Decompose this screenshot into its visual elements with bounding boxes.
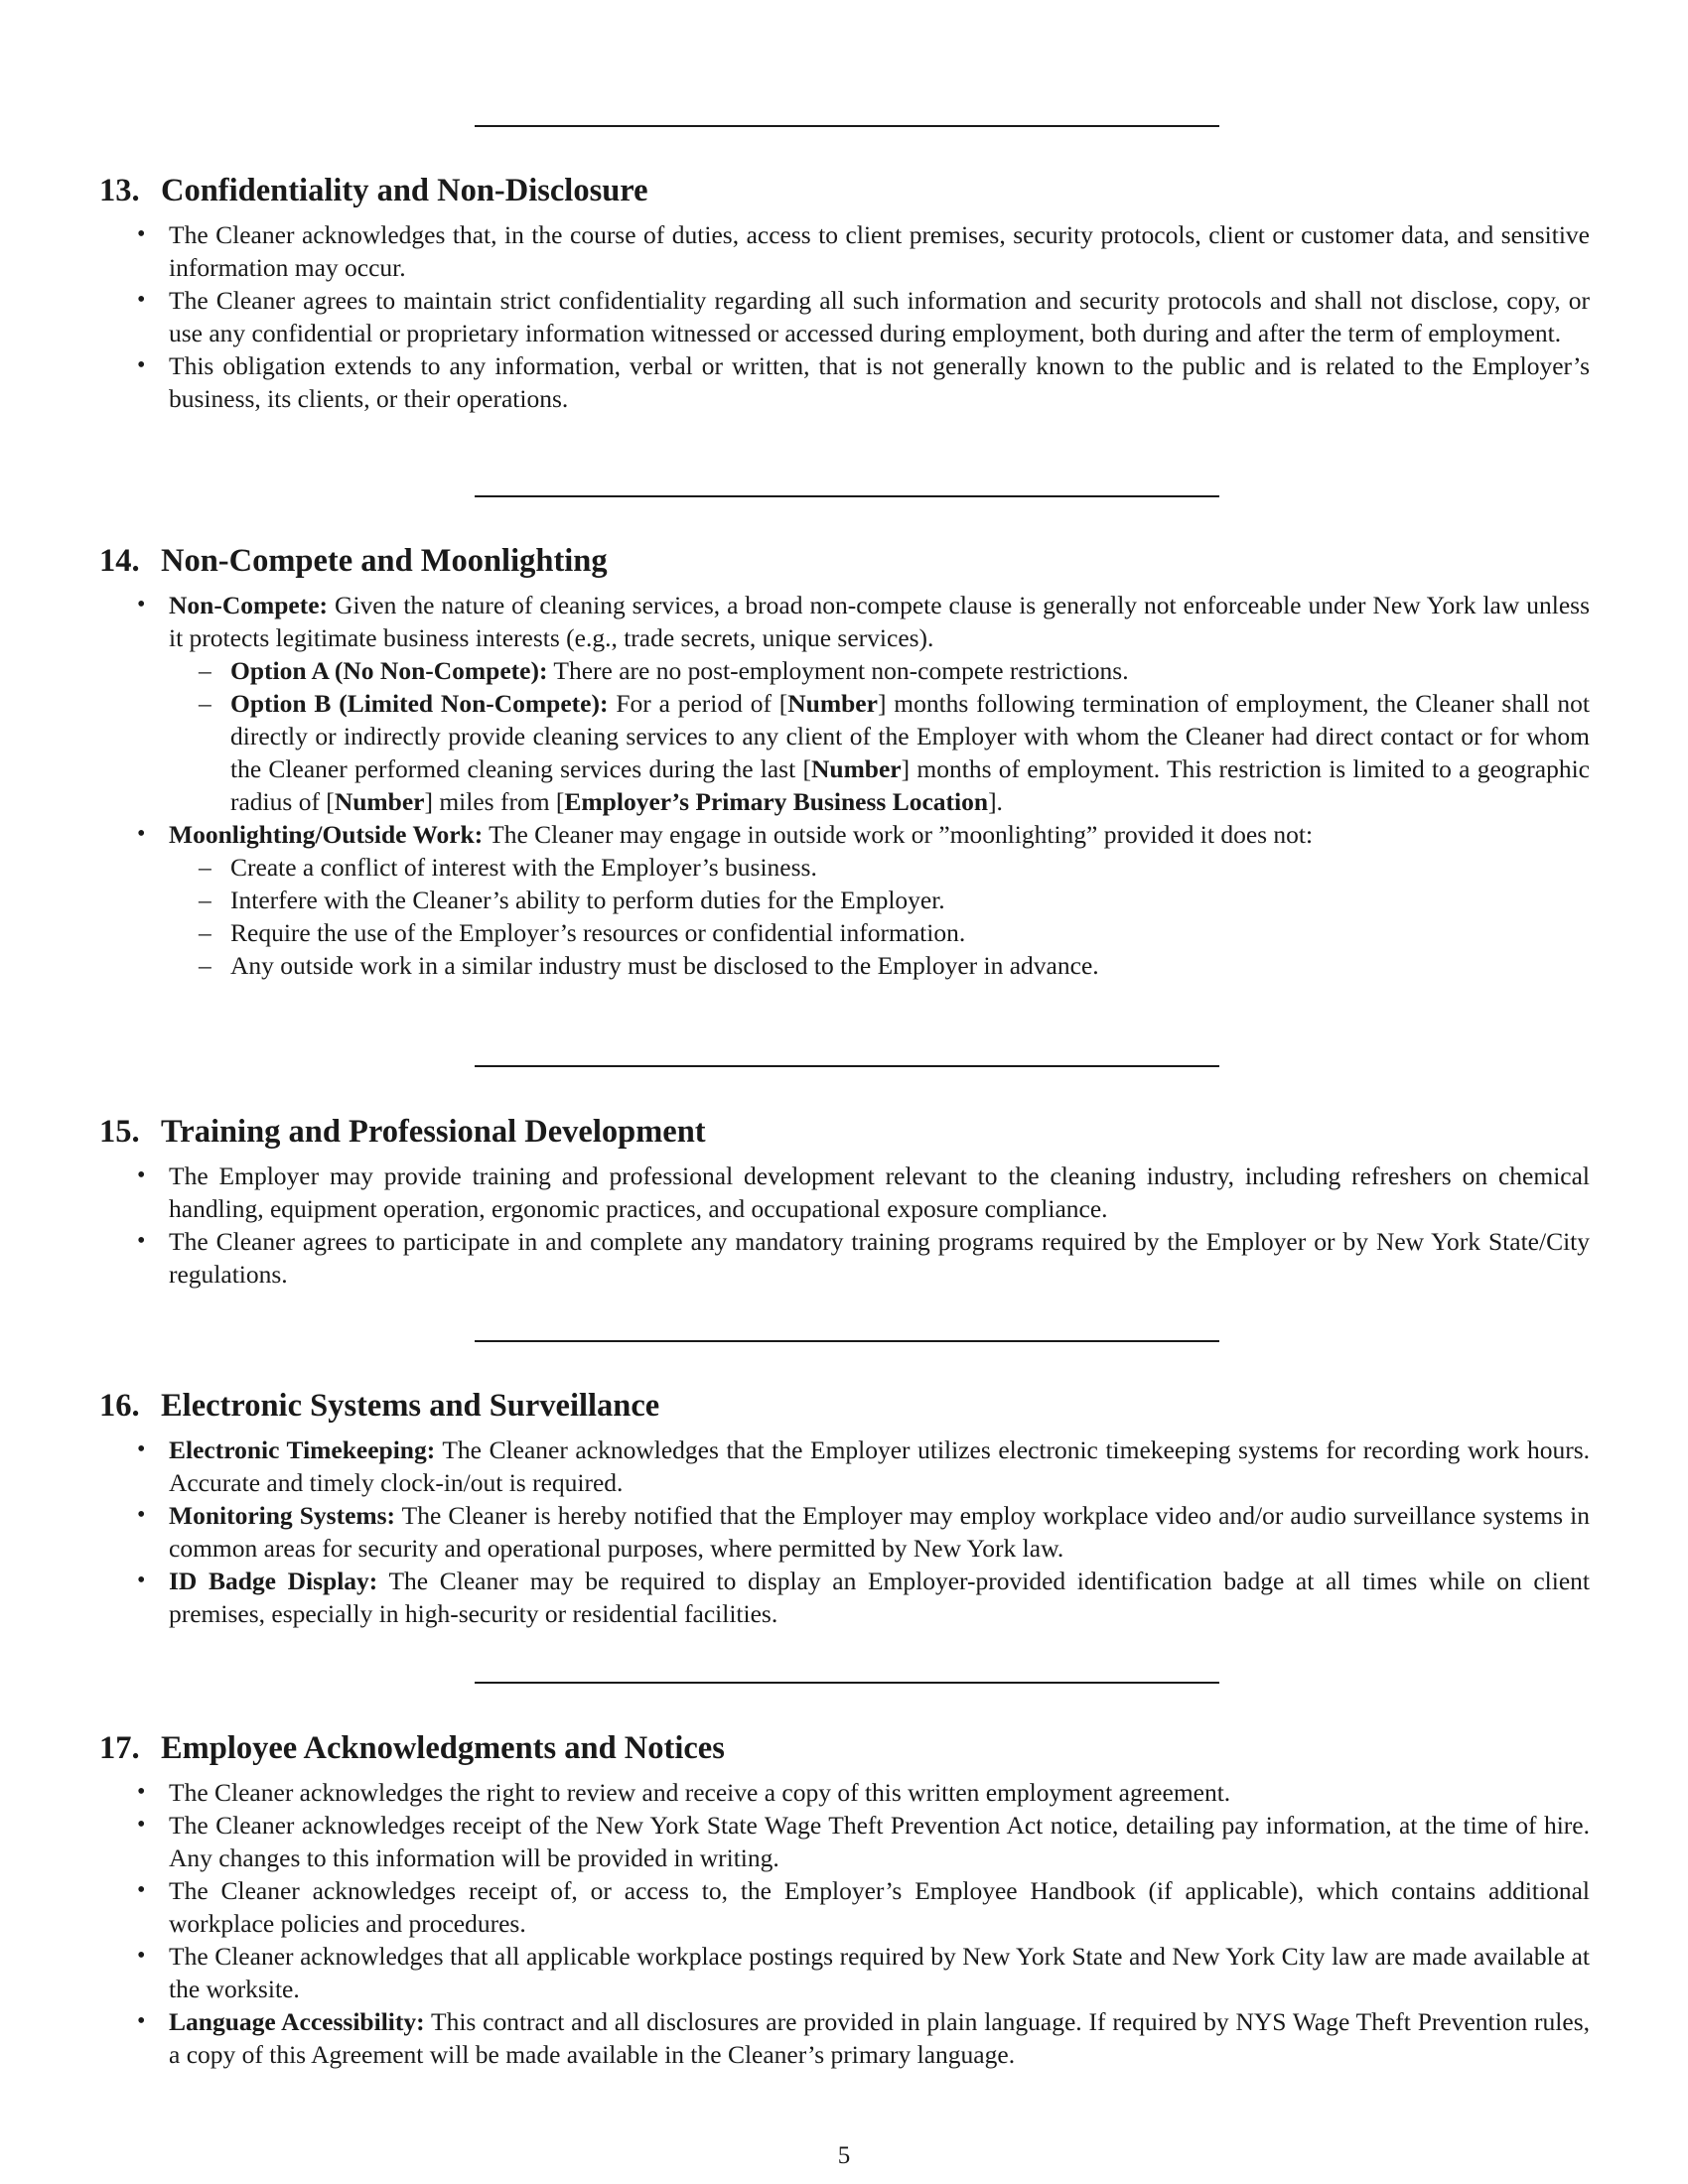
item-text: This contract and all disclosures are provided in plain language. If required by NYS Wage Theft Prevention rules, a copy of this Agreement will be made available in the Cleaner’s primary language. — [169, 2007, 1590, 2069]
list-item: • The Cleaner acknowledges that all applicable workplace postings required by New York State and New York City law are made available at the worksite. — [169, 1940, 1590, 2005]
sub-list-item: – Any outside work in a similar industry must be disclosed to the Employer in advance. — [230, 949, 1590, 982]
bullet-list — [99, 1776, 1589, 2071]
section-heading — [99, 1386, 1589, 1426]
option-text: ]. — [988, 787, 1003, 816]
section-title: Training and Professional Development — [161, 1114, 706, 1150]
sub-list-item: – Create a conflict of interest with the Employer’s business. — [230, 851, 1590, 884]
option-text: There are no post-employment non-compete restrictions. — [547, 656, 1129, 685]
item-label: ID Badge Display: — [169, 1567, 378, 1595]
item-label: Monitoring Systems: — [169, 1501, 396, 1530]
sub-list-item — [230, 687, 1590, 818]
bullet-list — [99, 218, 1589, 415]
section-heading — [99, 171, 1589, 210]
item-text: Given the nature of cleaning services, a broad non-compete clause is generally not enforceable under New York law unless it protects legitimate business interests (e.g., trade secrets, unique services). — [169, 591, 1590, 652]
sub-list — [169, 851, 1590, 982]
item-text: The Cleaner is hereby notified that the Employer may employ workplace video and/or audio surveillance systems in common areas for security and operational purposes, where permitted by New York law. — [169, 1501, 1590, 1563]
list-item: • The Cleaner acknowledges receipt of the New York State Wage Theft Prevention Act notice, detailing pay information, at the time of hire. Any changes to this information will be provided in writing. — [169, 1809, 1590, 1874]
page-number: 5 — [837, 2142, 851, 2169]
item-label: Language Accessibility: — [169, 2007, 425, 2036]
section-number: 15. — [99, 1114, 140, 1150]
list-item: • The Cleaner acknowledges the right to review and receive a copy of this written employment agreement. — [169, 1776, 1590, 1809]
option-text: For a period of [ — [608, 689, 788, 718]
list-item — [169, 1433, 1590, 1499]
item-label: Non-Compete: — [169, 591, 329, 619]
section-title: Confidentiality and Non-Disclosure — [161, 173, 648, 208]
section-title: Non-Compete and Moonlighting — [161, 543, 608, 579]
option-label: Option A (No Non-Compete): — [230, 656, 548, 685]
section-heading — [99, 1728, 1589, 1768]
section-divider — [475, 495, 1219, 497]
bullet-list — [99, 1433, 1589, 1630]
sub-list-item: – Interfere with the Cleaner’s ability to perform duties for the Employer. — [230, 884, 1590, 916]
list-item: • The Cleaner acknowledges that, in the course of duties, access to client premises, security protocols, client or customer data, and sensitive information may occur. — [169, 218, 1590, 284]
option-text: ] months following termination of employment, the Cleaner shall not directly or indirectly provide cleaning services to any client of the Employer with whom the Cleaner had direct contact or for whom the Cleaner performed cleaning services during the last [ — [230, 689, 1591, 783]
item-text: The Cleaner acknowledges that the Employer utilizes electronic timekeeping systems for recording work hours. Accurate and timely clock-in/out is required. — [169, 1435, 1591, 1497]
section-title: Electronic Systems and Surveillance — [161, 1388, 660, 1424]
bullet-list — [99, 1160, 1589, 1291]
placeholder-field: Number — [810, 754, 902, 783]
option-label: Option B (Limited Non-Compete): — [230, 689, 609, 718]
section-heading — [99, 541, 1589, 581]
list-item — [169, 818, 1590, 982]
section-number: 17. — [99, 1730, 140, 1766]
section-number: 16. — [99, 1388, 140, 1424]
list-item — [169, 1499, 1590, 1565]
sub-list — [169, 654, 1590, 818]
section-heading — [99, 1112, 1589, 1152]
list-item: • The Cleaner acknowledges receipt of, or access to, the Employer’s Employee Handbook (if applicable), which contains additional workplace policies and procedures. — [169, 1874, 1590, 1940]
section-divider — [475, 1065, 1219, 1067]
placeholder-field: Number — [334, 787, 425, 816]
item-label: Moonlighting/Outside Work: — [169, 820, 484, 849]
option-text: ] miles from [ — [424, 787, 565, 816]
section-13 — [99, 171, 1589, 415]
section-16 — [99, 1386, 1589, 1630]
list-item: • This obligation extends to any information, verbal or written, that is not generally known to the public and is related to the Employer’s business, its clients, or their operations. — [169, 349, 1590, 415]
section-number: 14. — [99, 543, 140, 579]
section-17 — [99, 1728, 1589, 2071]
option-text: ] months of employment. This restriction is limited to a geographic radius of [ — [230, 754, 1590, 816]
placeholder-field: Employer’s Primary Business Location — [564, 787, 989, 816]
placeholder-field: Number — [787, 689, 878, 718]
list-item — [169, 2005, 1590, 2071]
section-14 — [99, 541, 1589, 982]
list-item: • The Cleaner agrees to maintain strict confidentiality regarding all such information and security protocols and shall not disclose, copy, or use any confidential or proprietary information witnessed or accessed during employment, both during and after the term of employment. — [169, 284, 1590, 349]
list-item: • The Cleaner agrees to participate in and complete any mandatory training programs required by the Employer or by New York State/City regulations. — [169, 1225, 1590, 1291]
list-item — [169, 1565, 1590, 1630]
list-item: • The Employer may provide training and professional development relevant to the cleaning industry, including refreshers on chemical handling, equipment operation, ergonomic practices, and occupational exposure compliance. — [169, 1160, 1590, 1225]
item-text: The Cleaner may be required to display an Employer-provided identification badge at all times while on client premises, especially in high-security or residential facilities. — [169, 1567, 1591, 1628]
section-15 — [99, 1112, 1589, 1291]
section-divider — [475, 125, 1219, 127]
sub-list-item — [230, 654, 1590, 687]
section-divider — [475, 1682, 1219, 1684]
list-item — [169, 589, 1590, 818]
sub-list-item: – Require the use of the Employer’s resources or confidential information. — [230, 916, 1590, 949]
section-divider — [475, 1340, 1219, 1342]
item-text: The Cleaner may engage in outside work or ”moonlighting” provided it does not: — [483, 820, 1314, 849]
item-label: Electronic Timekeeping: — [169, 1435, 436, 1464]
section-number: 13. — [99, 173, 140, 208]
section-title: Employee Acknowledgments and Notices — [161, 1730, 725, 1766]
bullet-list — [99, 589, 1589, 982]
